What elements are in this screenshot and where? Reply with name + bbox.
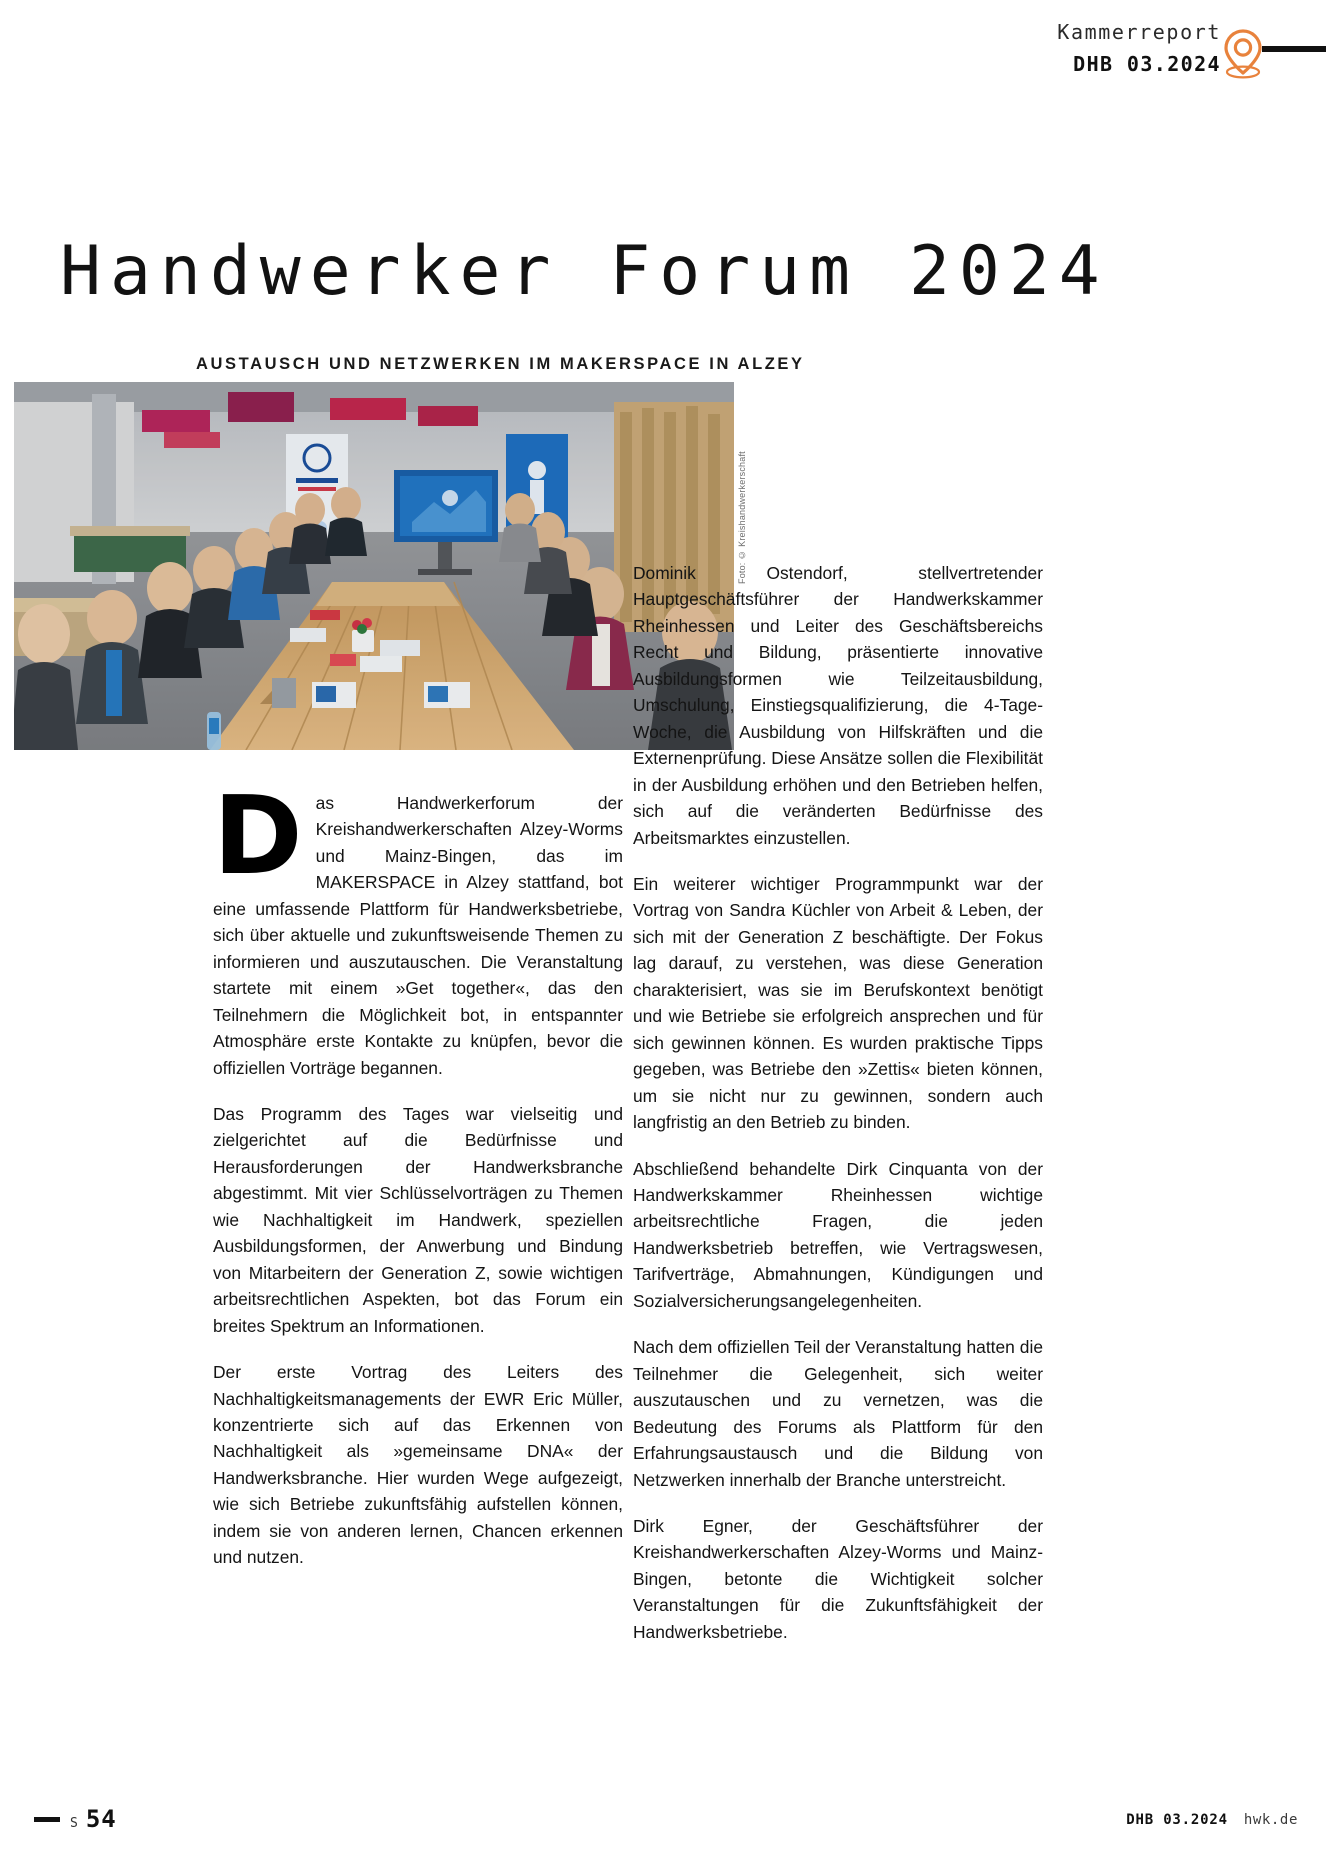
paragraph-left-1 [213,774,623,1081]
paragraph-left-3: Der erste Vortrag des Leiters des Nachhaltigkeitsmanagements der EWR Eric Müller, konzentrierte sich auf das Erkennen von Nachhaltigkeit als »gemeinsame DNA« der Handwerksbranche. Hier wurden Wege aufgezeigt, wie sich Betriebe zukunftsfähig aufstellen können, indem sie von anderen lernen, Chancen erkennen und nutzen. [213,1362,623,1568]
footer-issue-label: DHB 03.2024 [1126,1812,1228,1828]
header-issue-label: DHB 03.2024 [1073,52,1221,76]
paragraph-left-2: Das Programm des Tages war vielseitig und zielgerichtet auf die Bedürfnisse und Herausforderungen der Handwerksbranche abgestimmt. Mit vier Schlüsselvorträgen zu Themen wie Nachhaltigkeit im Handwerk, speziellen Ausbildungsformen, der Anwerbung und Bindung von Mitarbeitern der Generation Z, sowie wichtigen arbeitsrechtlichen Aspekten, bot das Forum ein breites Spektrum an Informationen. [213,1103,623,1336]
photo-credit: Foto: © Kreishandwerkerschaft [737,451,747,584]
paragraph-right-3: Abschließend behandelte Dirk Cinquanta von der Handwerkskammer Rheinhessen wichtige arbeitsrechtliche Fragen, die jeden Handwerksbetrieb betreffen, wie Vertragswesen, Tarifverträge, Abmahnungen, Kündigungen und Sozialversicherungsangelegenheiten. [633,1158,1043,1311]
footer-page-indicator [70,1805,117,1833]
paragraph-right-4: Nach dem offiziellen Teil der Veranstaltung hatten die Teilnehmer die Gelegenheit, sich weiter auszutauschen und zu vernetzen, was die Bedeutung des Forums als Plattform für den Erfahrungsaustausch und die Bildung von Netzwerken innerhalb der Branche unterstreicht. [633,1337,1043,1490]
page-subtitle: AUSTAUSCH UND NETZWERKEN IM MAKERSPACE IN ALZEY [196,355,805,373]
page-title: Handwerker Forum 2024 [60,231,1109,311]
header-rule [1262,46,1326,52]
footer-meta [1126,1812,1298,1828]
body-column-right [633,560,1043,1645]
kammerreport-label: Kammerreport [1057,20,1221,44]
footer-website-link[interactable]: hwk.de [1243,1812,1298,1828]
photo-canvas [14,382,734,750]
body-column-left [213,774,623,1571]
footer-rule [34,1817,60,1822]
drop-cap: D [213,774,303,899]
header-text-block [1057,22,1221,74]
footer-page-number: 54 [85,1805,117,1833]
footer-page-prefix: S [70,1816,79,1831]
paragraph-right-5: Dirk Egner, der Geschäftsführer der Kreishandwerkerschaften Alzey-Worms und Mainz-Bingen, betonte die Wichtigkeit solcher Veranstaltungen für die Zukunftsfähigkeit der Handwerksbetriebe. [633,1515,1043,1642]
location-pin-icon [1218,26,1268,80]
article-photo [14,382,734,750]
paragraph-right-1: Dominik Ostendorf, stellvertretender Hauptgeschäftsführer der Handwerkskammer Rheinhessen und Leiter des Geschäftsbereichs Recht und Bildung, präsentierte innovative Ausbildungsformen wie Teilzeitausbildung, Umschulung, Einstiegsqualifizierung, die 4-Tage-Woche, die Ausbildung von Hilfskräften und die Externenprüfung. Diese Ansätze sollen die Flexibilität in der Ausbildung erhöhen und den Betrieben helfen, sich auf die veränderten Bedürfnisse des Arbeitsmarktes einzustellen. [633,563,1043,848]
paragraph-left-1-text: as Handwerkerforum der Kreishandwerkerschaften Alzey-Worms und Mainz-Bingen, das im MAKERSPACE in Alzey stattfand, bot eine umfassende Plattform für Handwerksbetriebe, sich über aktuelle und zukunftsweisende Themen zu informieren und auszutauschen. Die Veranstaltung startete mit einem »Get together«, das den Teilnehmern die Möglichkeit bot, in entspannter Atmosphäre erste Kontakte zu knüpfen, bevor die offiziellen Vorträge begannen. [213,793,623,1078]
paragraph-right-2: Ein weiterer wichtiger Programmpunkt war der Vortrag von Sandra Küchler von Arbeit & Leben, der sich mit der Generation Z beschäftigte. Der Fokus lag darauf, zu verstehen, was diese Generation charakterisiert, was sie im Berufskontext benötigt und wie Betriebe sie erfolgreich ansprechen und für sich gewinnen können. Es wurden praktische Tipps gegeben, was Betriebe den »Zettis« bieten können, um sie nicht nur zu gewinnen, sondern auch langfristig an den Betrieb zu binden. [633,873,1043,1133]
page-header [0,0,1326,110]
